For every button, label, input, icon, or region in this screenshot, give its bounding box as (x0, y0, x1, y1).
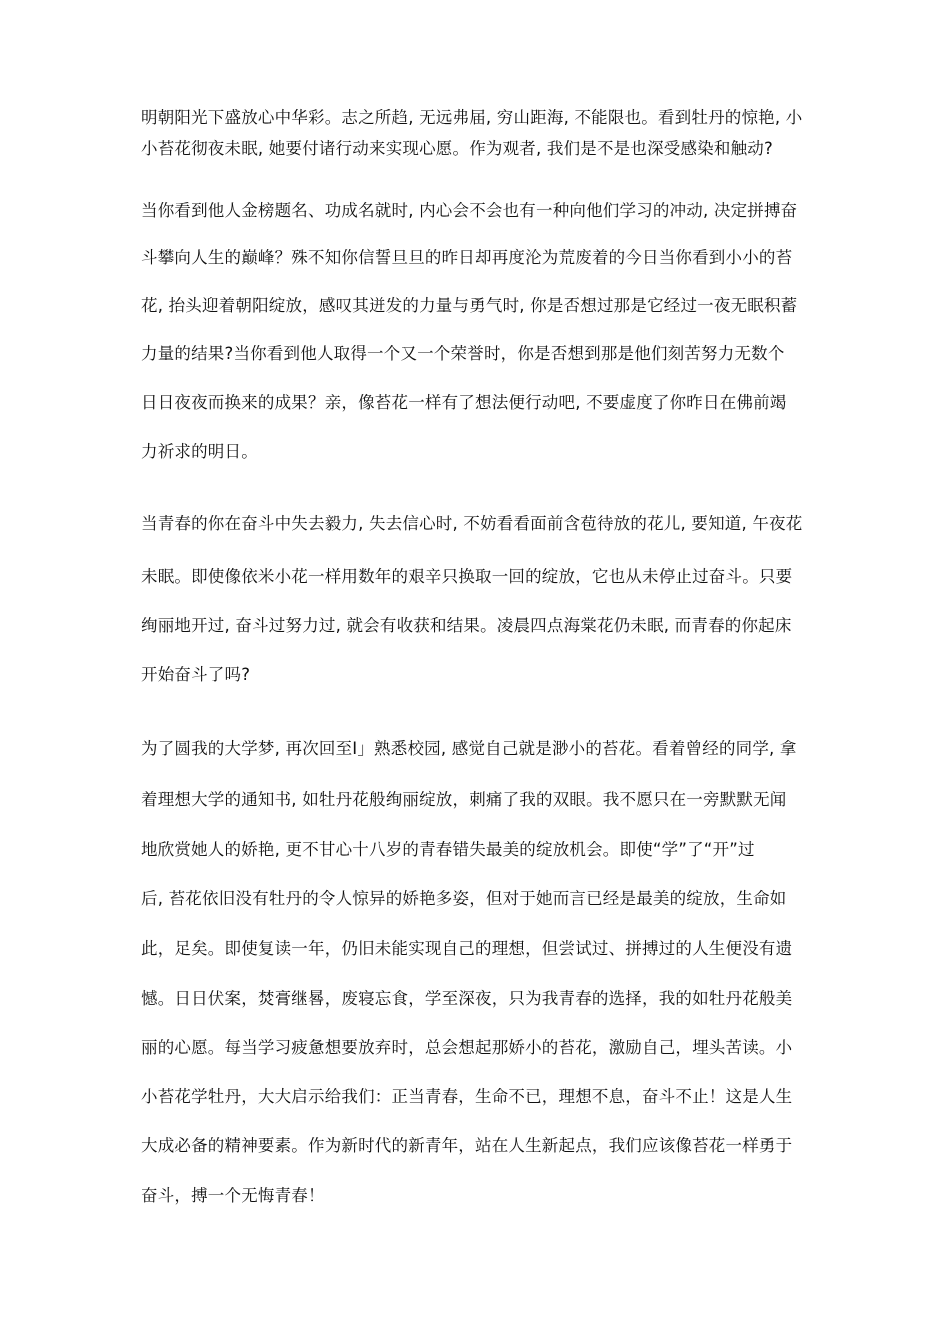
text-line: 奋斗，搏一个无悔青春！ (141, 1186, 325, 1205)
text-line: 小苔花彻夜未眠, 她要付诸行动来实现心愿。作为观者, 我们是不是也深受感染和触动? (141, 139, 773, 158)
text-line: 当青春的你在奋斗中失去毅力, 失去信心时, 不妨看看面前含苞待放的花儿, 要知道, 午夜花 (141, 514, 803, 533)
text-line: 当你看到他人金榜题名、功成名就时, 内心会不会也有一种向他们学习的冲动, 决定拼搏奋 (141, 201, 798, 220)
text-line: 着理想大学的通知书, 如牡丹花般绚丽绽放，刺痛了我的双眼。我不愿只在一旁默默无闻 (141, 790, 787, 809)
text-line: 为了圆我的大学梦, 再次回至Ⅰ」熟悉校园, 感觉自己就是渺小的苔花。看着曾经的同学, 拿 (141, 739, 797, 758)
text-line: 日日夜夜而换来的成果？亲，像苔花一样有了想法便行动吧, 不要虚度了你昨日在佛前竭 (141, 393, 787, 412)
text-line: 明朝阳光下盛放心中华彩。志之所趋, 无远弗届, 穷山距海, 不能限也。看到牡丹的惊艳, 小 (141, 108, 803, 127)
text-line: 小苔花学牡丹，大大启示给我们：正当青春，生命不已，理想不息，奋斗不止！这是人生 (141, 1087, 793, 1106)
text-line: 绚丽地开过, 奋斗过努力过, 就会有收获和结果。凌晨四点海棠花仍未眠, 而青春的你起床 (141, 616, 792, 635)
text-line: 地欣赏她人的娇艳, 更不甘心十八岁的青春错失最美的绽放机会。即使“学”了“开”过 (141, 840, 755, 859)
text-line: 此，足矣。即使复读一年，仍旧未能实现自己的理想，但尝试过、拼搏过的人生便没有遗 (141, 939, 793, 958)
text-line: 斗攀向人生的巅峰？殊不知你信誓旦旦的昨日却再度沦为荒废着的今日当你看到小小的苔 (141, 248, 793, 267)
text-line: 憾。日日伏案，焚膏继晷，废寝忘食，学至深夜，只为我青春的选择，我的如牡丹花般美 (141, 989, 793, 1008)
text-line: 后, 苔花依旧没有牡丹的令人惊异的娇艳多姿，但对于她而言已经是最美的绽放，生命如 (141, 889, 787, 908)
text-line: 力祈求的明日。 (141, 442, 258, 461)
text-line: 花, 抬头迎着朝阳绽放，感叹其迸发的力量与勇气时, 你是否想过那是它经过一夜无眠积蓄 (141, 296, 798, 315)
text-line: 丽的心愿。每当学习疲惫想要放弃时，总会想起那娇小的苔花，激励自己，埋头苦读。小 (141, 1038, 793, 1057)
text-line: 大成必备的精神要素。作为新时代的新青年，站在人生新起点，我们应该像苔花一样勇于 (141, 1136, 793, 1155)
text-line: 开始奋斗了吗? (141, 665, 251, 684)
text-line: 力量的结果?当你看到他人取得一个又一个荣誉时，你是否想到那是他们刻苦努力无数个 (141, 344, 785, 363)
text-line: 未眠。即使像依米小花一样用数年的艰辛只换取一回的绽放，它也从未停止过奋斗。只要 (141, 567, 793, 586)
